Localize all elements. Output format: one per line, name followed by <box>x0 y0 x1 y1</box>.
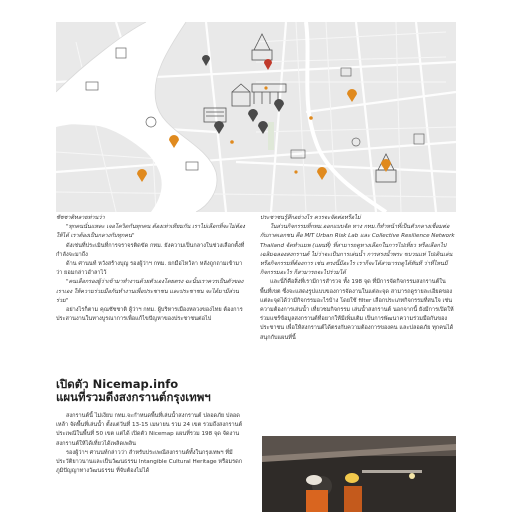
bangkok-map <box>56 22 456 212</box>
intro-paragraph: ดังเช่นที่ประเมินที่การจราจรติดขัด กทม. ยังความเป็นกลางในช่วงเลือกตั้งที่กำลังจะมาถึง <box>56 242 245 258</box>
intro-paragraph: "คนเลือกรองผู้ว่าเข้ามาทำงานด้วยตัวเองโดยตรง ฉะนั้นเราควรเป็นตัวของเราเอง ให้ความร่วมมือกันทำงานเพื่อประชาชน และประชาชน จะได้มามีส่วนร่วม" <box>56 279 244 304</box>
intro-paragraph: ด้าน ศานนท์ หวังสร้างบุญ รองผู้ว่าฯ กทม. ยกมือไหว้ลา หลังถูกถามเข้ามาว่า ยอมกล่าวอำลาไว้ <box>56 261 243 277</box>
left-column-body <box>56 412 248 476</box>
right-column <box>260 214 456 343</box>
intro-paragraph: ชัชชาติหลายท่านว่า <box>56 215 105 221</box>
photo-workers <box>262 436 456 512</box>
left-column-intro <box>56 214 248 324</box>
map-graphic <box>56 22 456 212</box>
body-paragraph: สงกรานต์นี้ ไม่เงียบ กทม.จะกำหนดพื้นที่เล่นน้ำสงกรานต์ ปลอดภัย ปลอดเหล้า จัดพื้นที่เล่นน้ำ ตั้งแต่วันที่ 13-15 เมษายน รวม 24 เขต รวมถึงสงกรานต์ประเพณีในพื้นที่ 50 เขต แต่ได้ เปิดตัว Nicemap แผนที่รวม 198 จุด จัดงานสงกรานต์ให้ได้เที่ยวได้เพลิดเพลิน <box>56 413 243 447</box>
intro-paragraph: "ทุกคนนั่นแหละ เจอโควิดกันทุกคน ต้องเท่าเทียมกัน เราไม่เลือกที่จะไม่ต้องให้ได้ เราต้องเป็นกลางกับทุกคน" <box>56 224 245 240</box>
intro-paragraph: อย่างไรก็ตาม คุณชัชชาติ ผู้ว่าฯ กทม. ผู้บริหารเมืองหลวงของไทย ต้องการประสานงานในทางบูรณาการเพื่อแก้ไขปัญหาของประชาชนต่อไป <box>56 307 243 323</box>
body-paragraph: ในส่วนกิจกรรมที่กทม.ออกแบบจัด ทาง กทม.ก็ทำหน้าที่เป็นตัวกลางเชื่อมต่อกับภาคเอกชน คือ MIT Urban Risk Lab และ Collective Resilience Network Thailand จัดทำแมพ (แผนที่) ที่สามารถดูทางเลือกในการไปเที่ยว หรือเลือกไปเฉลิมฉลองสงกรานต์ ไม่ว่าจะเป็นการเล่นน้ำ การสรงน้ำพระ ขบวนแห่ ไปเดินเล่น หรือกิจกรรมที่ต้องการ เช่น ตรงนี้มีอะไร เราก็จะได้สามารถดูได้ทันที ว่าที่ไหนมีกิจกรรมอะไร ก็สามารถจะไปร่วมได้ <box>260 224 455 277</box>
body-paragraph: รองผู้ว่าฯ ศานนท์กล่าวว่า สำหรับประเพณีสงกรานต์ทั้งในกรุงเทพฯ ที่มีประวัติยาวนานและเป็นวัฒนธรรม Intangible Cultural Heritage หรือมรดกภูมิปัญญาทางวัฒนธรรม ที่จับต้องไม่ได้ <box>56 449 243 475</box>
heading-line-1: เปิดตัว Nicemap.info <box>56 377 179 391</box>
body-paragraph: ประชาชนรู้สึกอย่างไร ควรจะจัดต่อหรือไม่ <box>260 215 361 221</box>
heading-line-2: แผนที่รวมดีงสงกรานต์กรุงเทพฯ <box>56 390 211 404</box>
body-paragraph: และนี่ก็คือสิ่งที่เรามีการสำรวจ ทั้ง 198 จุด ที่มีการจัดกิจกรรมสงกรานต์ในพื้นที่เขต ซึ่งจะแสดงรูปแบบของการจัดงานในแต่ละจุด สามารถดูรายละเอียดของแต่ละจุดได้ว่ามีกิจกรรมอะไรบ้าง โดยใช้ filter เลือกประเภทกิจกรรมที่สนใจ เช่น ความต้องการเล่นน้ำ เที่ยวชมกิจกรรม เล่นน้ำสงกรานต์ นอกจากนี้ ยังมีการเปิดให้ร่วมแชร์ข้อมูลสงกรานต์ที่อยากให้มีเพิ่มเติม เป็นการพัฒนาความร่วมมือกันของประชาชน เพื่อให้สงกรานต์ได้ตรงกับความต้องการของคน และปลอดภัย ทุกคนได้สนุกกับแผนที่นี้ <box>260 279 454 341</box>
section-heading <box>56 378 252 404</box>
photo-graphic <box>262 436 456 512</box>
